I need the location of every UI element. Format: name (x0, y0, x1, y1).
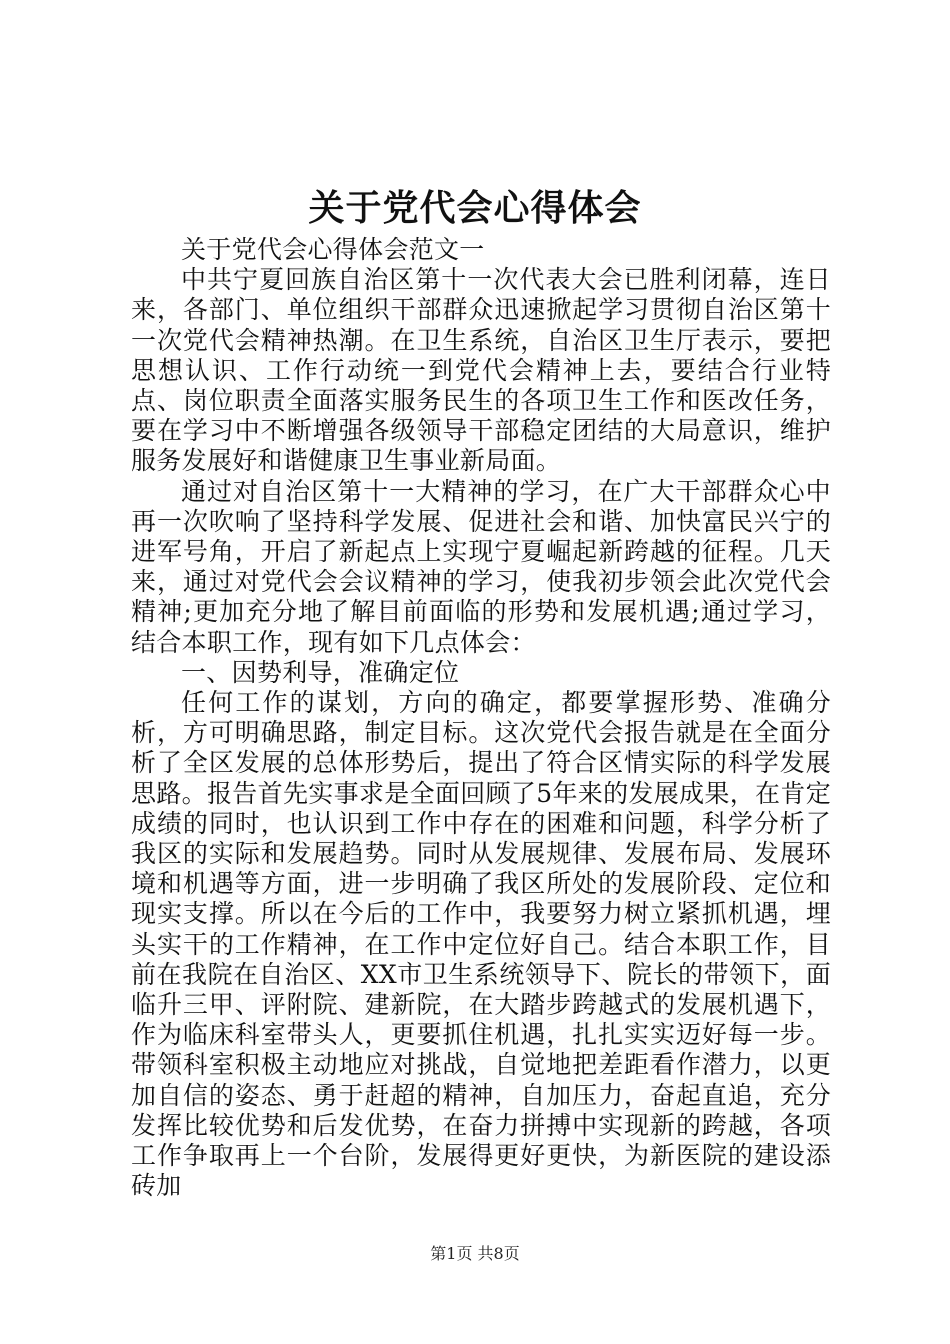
document-body (131, 235, 831, 1202)
page-number: 第1页 共8页 (430, 1244, 520, 1263)
document-title: 关于党代会心得体会 (308, 187, 642, 229)
paragraph-subtitle: 关于党代会心得体会范文一 (181, 235, 485, 264)
paragraph: 通过对自治区第十一大精神的学习，在广大干部群众心中再一次吹响了坚持科学发展、促进社会和谐、加快富民兴宁的进军号角，开启了新起点上实现宁夏崛起新跨越的征程。几天来，通过对党代会会议精神的学习，使我初步领会此次党代会精神;更加充分地了解目前面临的形势和发展机遇;通过学习，结合本职工作，现有如下几点体会： (131, 476, 831, 657)
paragraph: 任何工作的谋划，方向的确定，都要掌握形势、准确分析，方可明确思路，制定目标。这次党代会报告就是在全面分析了全区发展的总体形势后，提出了符合区情实际的科学发展思路。报告首先实事求是全面回顾了5年来的发展成果，在肯定成绩的同时，也认识到工作中存在的困难和问题，科学分析了我区的实际和发展趋势。同时从发展规律、发展布局、发展环境和机遇等方面，进一步明确了我区所处的发展阶段、定位和现实支撑。所以在今后的工作中，我要努力树立紧抓机遇，埋头实干的工作精神，在工作中定位好自己。结合本职工作，目前在我院在自治区、XX市卫生系统领导下、院长的带领下，面临升三甲、评附院、建新院，在大踏步跨越式的发展机遇下，作为临床科室带头人，更要抓住机遇，扎扎实实迈好每一步。带领科室积极主动地应对挑战，自觉地把差距看作潜力，以更加自信的姿态、勇于赶超的精神，自加压力，奋起直追，充分发挥比较优势和后发优势，在奋力拼搏中实现新的跨越，各项工作争取再上一个台阶，发展得更好更快，为新医院的建设添砖加 (131, 688, 831, 1201)
paragraph: 中共宁夏回族自治区第十一次代表大会已胜利闭幕，连日来，各部门、单位组织干部群众迅速掀起学习贯彻自治区第十一次党代会精神热潮。在卫生系统，自治区卫生厅表示，要把思想认识、工作行动统一到党代会精神上去，要结合行业特点、岗位职责全面落实服务民生的各项卫生工作和医改任务，要在学习中不断增强各级领导干部稳定团结的大局意识，维护服务发展好和谐健康卫生事业新局面。 (131, 265, 831, 476)
section-heading: 一、因势利导，准确定位 (181, 657, 460, 687)
